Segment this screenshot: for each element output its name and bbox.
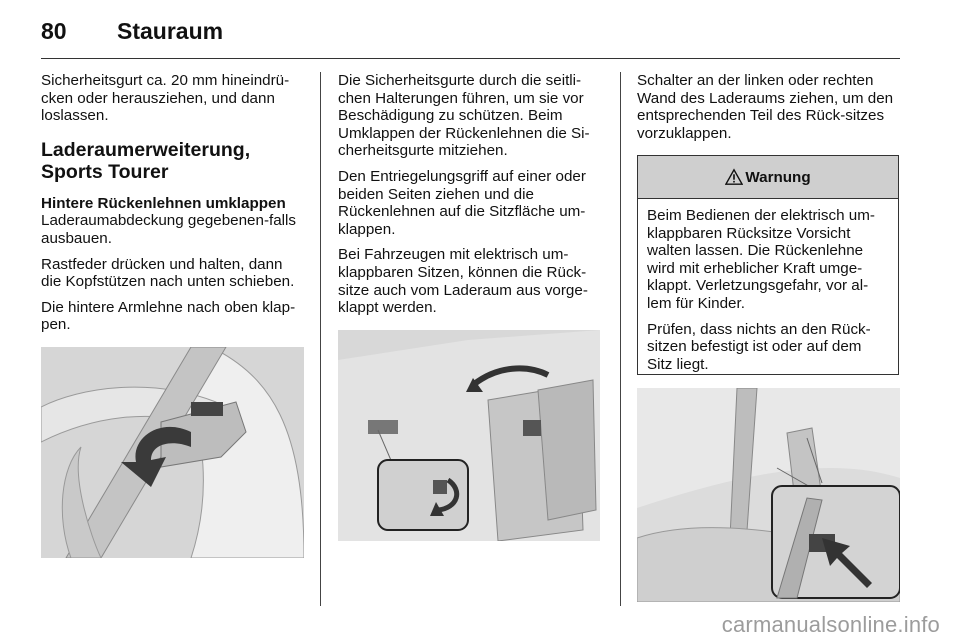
illustration-cargo-release: [338, 330, 600, 541]
warning-body: [638, 199, 898, 373]
header-rule: [41, 58, 900, 59]
warning-title: Warnung: [745, 168, 811, 186]
column-3: [637, 72, 902, 150]
col1-paragraph-2: Laderaumabdeckung gegebenen-falls ausbauen.: [41, 212, 297, 247]
illustration-side-switch: [637, 388, 900, 602]
warning-box: [637, 155, 899, 375]
watermark-text: carmanualsonline.info: [721, 612, 940, 637]
col3-paragraph-1: Schalter an der linken oder rechten Wand des Laderaums ziehen, um den entsprechenden Teil des Rück-sitzes vorzuklappen.: [637, 72, 894, 142]
col2-paragraph-2: Den Entriegelungsgriff auf einer oder beiden Seiten ziehen und die Rückenlehnen auf die Sitzfläche um-klappen.: [338, 167, 586, 238]
warning-header: [638, 156, 898, 199]
warning-paragraph-1: Beim Bedienen der elektrisch um-klappbaren Rücksitze Vorsicht walten lassen. Die Rückenlehne wird mit erheblicher Kraft umge-klappt. Verletzungsgefahr, vor al-lem für Kinder.: [647, 207, 875, 312]
col1-subheading: Hintere Rückenlehnen umklappen: [41, 194, 286, 212]
page-number: 80: [41, 18, 67, 44]
section-title: Stauraum: [117, 18, 224, 44]
column-divider-1: [320, 72, 321, 606]
warning-paragraph-2: Prüfen, dass nichts an den Rück-sitzen befestigt ist oder auf dem Sitz liegt.: [647, 320, 871, 373]
illustration-headrest-release: [41, 347, 304, 558]
column-2: [338, 72, 606, 325]
col1-paragraph-1: Sicherheitsgurt ca. 20 mm hineindrü-cken oder herausziehen, und dann loslassen.: [41, 72, 290, 125]
column-divider-2: [620, 72, 621, 606]
col1-paragraph-4: Die hintere Armlehne nach oben klap-pen.: [41, 298, 296, 334]
col1-heading: Laderaumerweiterung, Sports Tourer: [41, 138, 251, 183]
col1-paragraph-3: Rastfeder drücken und halten, dann die Kopfstützen nach unten schieben.: [41, 255, 295, 291]
col2-paragraph-1: Die Sicherheitsgurte durch die seitli-chen Halterungen führen, um sie vor Beschädigung zu schützen. Beim Umklappen der Rückenlehnen die Si-cherheitsgurte mitziehen.: [338, 72, 590, 160]
column-1: [41, 72, 305, 342]
warning-triangle-icon: [725, 168, 743, 186]
col2-paragraph-3: Bei Fahrzeugen mit elektrisch um-klappbaren Sitzen, können die Rück-sitze auch vom Laderaum aus vorge-klappt werden.: [338, 246, 588, 317]
